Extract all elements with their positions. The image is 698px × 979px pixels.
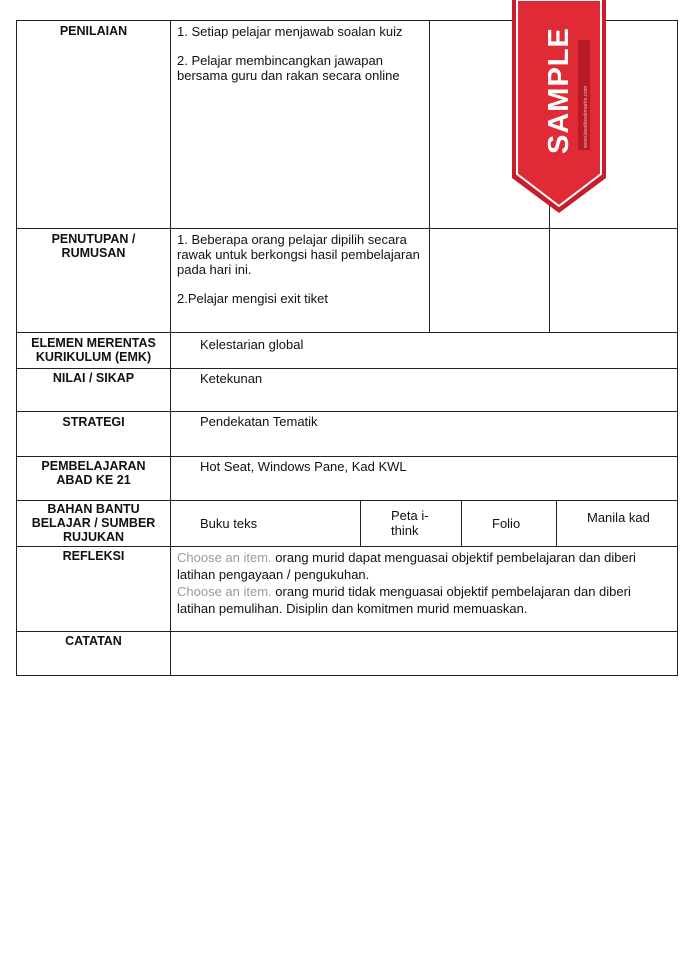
row-divider — [16, 456, 678, 457]
label-nilai: NILAI / SIKAP — [52, 371, 135, 385]
label-catatan: CATATAN — [65, 634, 122, 648]
nilai-value: Ketekunan — [200, 371, 263, 386]
column-divider — [429, 20, 430, 333]
label-bahan: BAHAN BANTU BELAJAR / SUMBER RUJUKAN — [31, 502, 156, 544]
table-border-left — [16, 20, 17, 676]
penilaian-item-2: 2. Pelajar membincangkan jawapan bersama guru dan rakan secara online — [177, 53, 400, 83]
refleksi-text-2: orang murid tidak menguasai objektif pembelajaran dan diberi latihan pemulihan. Disiplin dan komitmen murid memuaskan. — [177, 584, 631, 616]
refleksi-line-1 — [177, 549, 669, 583]
row-divider — [16, 500, 678, 501]
penutupan-item-2: 2.Pelajar mengisi exit tiket — [177, 291, 329, 306]
abad21-value: Hot Seat, Windows Pane, Kad KWL — [200, 459, 407, 474]
refleksi-choice-dropdown-1[interactable]: Choose an item. — [177, 550, 272, 565]
penilaian-item-1: 1. Setiap pelajar menjawab soalan kuiz — [177, 24, 403, 39]
watermark-text: SAMPLE — [543, 27, 575, 154]
label-abad21: PEMBELAJARAN ABAD KE 21 — [41, 459, 146, 487]
bahan-item-peta-ithink: Peta i-think — [391, 508, 429, 538]
strategi-value: Pendekatan Tematik — [200, 414, 318, 429]
refleksi-text-1: orang murid dapat menguasai objektif pembelajaran dan diberi latihan pengayaan / pengukuhan. — [177, 550, 636, 582]
refleksi-choice-dropdown-2[interactable]: Choose an item. — [177, 584, 272, 599]
bahan-item-folio: Folio — [492, 516, 521, 531]
bahan-item-manila-kad: Manila kad — [587, 510, 650, 525]
column-divider — [360, 500, 361, 547]
row-divider — [16, 411, 678, 412]
label-column-divider — [170, 20, 171, 676]
column-divider — [461, 500, 462, 547]
sample-watermark-ribbon — [510, 0, 608, 215]
penilaian-content — [177, 24, 425, 97]
row-divider — [16, 546, 678, 547]
row-divider — [16, 332, 678, 333]
table-border-right — [677, 20, 678, 676]
emk-value: Kelestarian global — [200, 337, 304, 352]
row-divider — [16, 631, 678, 632]
row-divider — [16, 368, 678, 369]
refleksi-line-2 — [177, 583, 669, 617]
label-refleksi: REFLEKSI — [62, 549, 125, 563]
label-strategi: STRATEGI — [62, 415, 125, 429]
label-emk: ELEMEN MERENTAS KURIKULUM (EMK) — [31, 336, 156, 364]
bahan-item-buku-teks: Buku teks — [200, 516, 258, 531]
penutupan-item-1: 1. Beberapa orang pelajar dipilih secara rawak untuk berkongsi hasil pembelajaran pada hari ini. — [177, 232, 420, 277]
column-divider — [556, 500, 557, 547]
table-border-bottom — [16, 675, 678, 676]
row-divider — [16, 228, 678, 229]
penutupan-content — [177, 232, 425, 320]
refleksi-content — [177, 549, 669, 617]
label-penutupan: PENUTUPAN / RUMUSAN — [51, 232, 136, 260]
label-penilaian: PENILAIAN — [59, 24, 128, 38]
watermark-subtext: www.bestbookmarks.com — [583, 85, 589, 148]
